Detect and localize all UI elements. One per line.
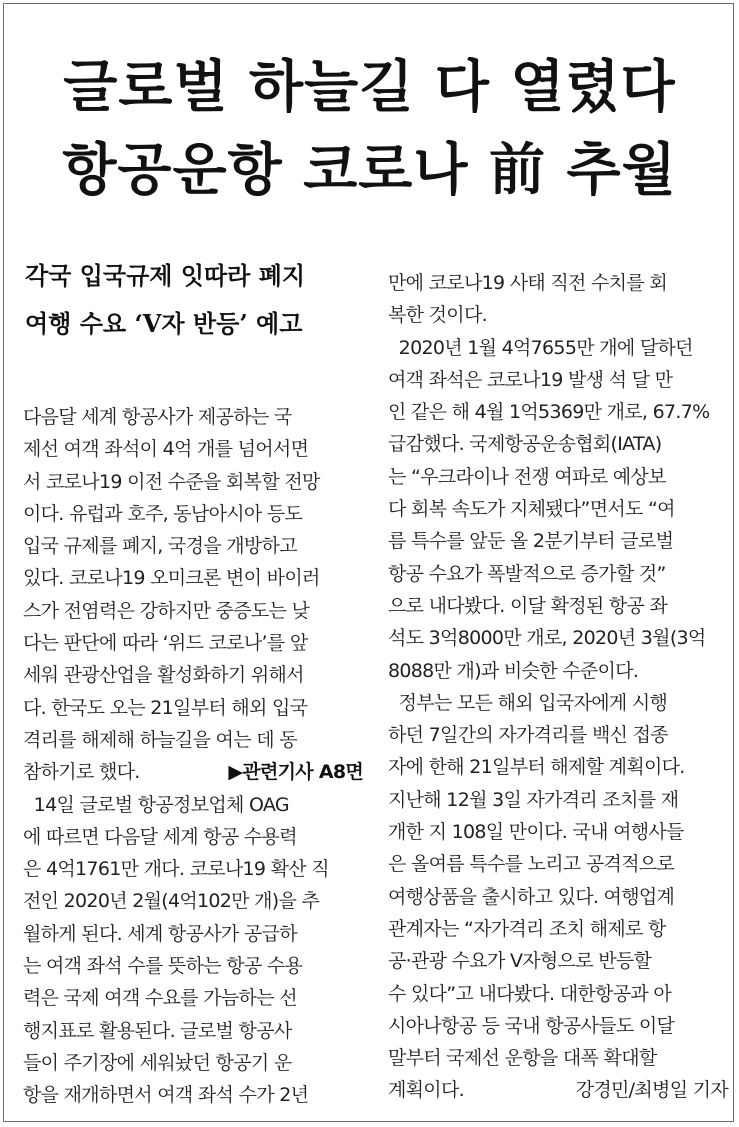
body-line: 다. 한국도 오는 21일부터 해외 입국 [23,696,308,719]
article-column-left [23,401,363,1112]
body-line: 지난해 12월 3일 자가격리 조치를 재 [388,788,679,811]
body-line: 서 코로나19 이전 수준을 회복할 전망 [23,470,320,493]
byline: 강경민/최병일 기자 [575,1079,728,1102]
body-line: 들이 주기장에 세워놨던 항공기 운 [23,1051,292,1074]
body-line: 제선 여객 좌석이 4억 개를 넘어서면 [23,438,309,461]
headline-line-2: 항공운항 코로나 前 추월 [62,138,677,203]
body-line: 정부는 모든 해외 입국자에게 시행 [388,691,668,714]
body-line: 는 여객 좌석 수를 뜻하는 항공 수용 [23,955,303,978]
body-line: 있다. 코로나19 오미크론 변이 바이러 [23,567,320,590]
body-line: 으로 내다봤다. 이달 확정된 항공 좌 [388,594,668,617]
body-line: 다 회복 속도가 지체됐다”면서도 “여 [388,498,675,521]
body-line: 월하게 된다. 세계 항공사가 공급하 [23,922,297,945]
body-line: 만에 코로나19 사태 직전 수치를 회 [388,272,667,294]
body-line: 력은 국제 여객 수요를 가늠하는 선 [23,987,297,1010]
body-line-with-byline [388,1074,728,1106]
body-line: 말부터 국제선 운항을 대폭 확대할 [388,1047,657,1070]
body-line: 8088만 개)과 비슷한 수준이다. [388,659,639,682]
body-line: 여객 좌석은 코로나19 발생 석 달 만 [388,368,673,391]
body-line: 하던 7일간의 자가격리를 백신 접종 [388,724,668,747]
body-line: 스가 전염력은 강하지만 중증도는 낮 [23,599,310,622]
body-line: 복한 것이다. [388,304,487,327]
body-line: 행지표로 활용된다. 글로벌 항공사 [23,1019,292,1042]
body-line: 는 “우크라이나 전쟁 여파로 예상보 [388,465,666,488]
body-line: 이다. 유럽과 호주, 동남아시아 등도 [23,502,303,525]
body-line: 세워 관광산업을 활성화하기 위해서 [23,664,304,687]
body-line: 14일 글로벌 항공정보업체 OAG [23,793,289,816]
body-line: 개한 지 108일 만이다. 국내 여행사들 [388,821,684,844]
body-line: 공·관광 수요가 V자형으로 반등할 [388,950,652,973]
body-line: 항을 재개하면서 여객 좌석 수가 2년 [23,1084,309,1107]
subheadline-line-2: 여행 수요 ‘V자 반등’ 예고 [25,309,303,338]
body-line: 참하기로 했다. [23,761,140,784]
body-line: 은 올여름 특수를 노리고 공격적으로 [388,853,675,876]
headline-line-1: 글로벌 하늘길 다 열렸다 [63,55,676,120]
body-line: 석도 3억8000만 개로, 2020년 3월(3억 [388,627,706,650]
body-line: 격리를 해제해 하늘길을 여는 데 동 [23,728,297,751]
body-line: 에 따르면 다음달 세계 항공 수용력 [23,825,297,848]
body-line: 전인 2020년 2월(4억102만 개)을 추 [23,890,320,913]
body-line: 인 같은 해 4월 1억5369만 개로, 67.7% [388,401,710,424]
body-line: 관계자는 “자가격리 조치 해제로 항 [388,917,666,940]
body-line: 항공 수요가 폭발적으로 증가할 것” [388,562,666,585]
body-line: 급감했다. 국제항공운송협회(IATA) [388,433,662,456]
body-line: 다는 판단에 따라 ‘위드 코로나’를 앞 [23,632,308,655]
body-line-with-reference [23,756,363,788]
article-column-right [388,267,728,1107]
body-line: 수 있다”고 내다봤다. 대한항공과 아 [388,982,671,1005]
body-line: 름 특수를 앞둔 올 2분기부터 글로벌 [388,530,674,553]
subheadline-line-1: 각국 입국규제 잇따라 폐지 [25,261,306,290]
body-line: 다음달 세계 항공사가 제공하는 국 [23,406,292,428]
body-line: 자에 한해 21일부터 해제할 계획이다. [388,756,685,779]
body-line: 입국 규제를 폐지, 국경을 개방하고 [23,535,297,558]
body-line: 은 4억1761만 개다. 코로나19 확산 직 [23,858,329,881]
related-article-link[interactable]: ▶관련기사 A8면 [228,761,363,784]
body-line: 2020년 1월 4억7655만 개에 달하던 [388,336,693,359]
body-line: 계획이다. [388,1079,464,1102]
body-line: 여행상품을 출시하고 있다. 여행업계 [388,885,675,908]
body-line: 시아나항공 등 국내 항공사들도 이달 [388,1014,675,1037]
